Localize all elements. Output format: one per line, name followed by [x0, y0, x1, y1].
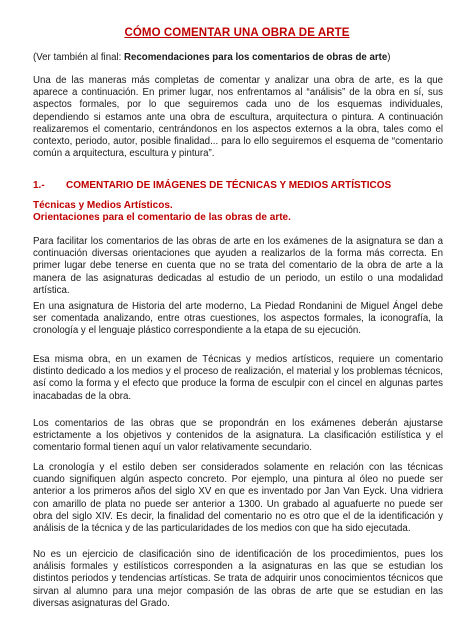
- reference-suffix: ): [387, 52, 391, 63]
- document-title: CÓMO COMENTAR UNA OBRA DE ARTE: [124, 27, 350, 39]
- body-paragraph: No es un ejercicio de clasificación sino de identificación de los procedimientos, pues los análisis formales y estilísticos corresponden a la asignaturas en las que se estudian los distintos periodos y tendencias artísticas. Se trata de adquirir unos conocimientos técnicos que sirvan al alumno para una mejor compasión de las obras de arte que se estudian en las diversas asignaturas del Grado.: [33, 549, 443, 609]
- reference-prefix: (Ver también al final:: [33, 52, 124, 63]
- body-paragraph: Los comentarios de las obras que se propondrán en los exámenes deberán ajustarse estrictamente a los objetivos y contenidos de la asignatura. La clasificación estilística y el comentario formal tienen aquí un valor relativamente secundario.: [33, 418, 443, 454]
- section-subtitle-2: Orientaciones para el comentario de las obras de arte.: [33, 212, 291, 223]
- body-paragraph: La cronología y el estilo deben ser considerados solamente en relación con las técnicas cuando signifiquen algún aspecto concreto. Por ejemplo, una pintura al óleo no puede ser anterior a los primeros años del siglo XV en que es inventado por Jan Van Eyck. Una vidriera con amarillo de plata no puede ser anterior a 1300. Un grabado al aguafuerte no puede ser obra del siglo XIV. Es decir, la finalidad del comentario no es otro que el de la identificación y análisis de la técnica y de las particularidades de los medios con que ha sido ejecutada.: [33, 462, 443, 535]
- body-paragraph: Para facilitar los comentarios de las obras de arte en los exámenes de la asignatura se dan a continuación diversas orientaciones que ayuden a realizarlos de la forma más correcta. En primer lugar debe tenerse en cuenta que no se trata del comentario de la obra de arte a la manera de las asignaturas dedicadas al estudio de un periodo, un estilo o una modalidad artística.: [33, 236, 443, 296]
- section-title: COMENTARIO DE IMÁGENES DE TÉCNICAS Y MEDIOS ARTÍSTICOS: [66, 180, 392, 191]
- reference-note: [33, 52, 443, 64]
- section-subtitle-1: Técnicas y Medios Artísticos.: [33, 200, 173, 211]
- section-heading: [33, 180, 443, 191]
- reference-link-text: Recomendaciones para los comentarios de obras de arte: [124, 52, 388, 63]
- body-paragraph: En una asignatura de Historia del arte moderno, La Piedad Rondanini de Miguel Ángel debe ser comentada analizando, entre otras cuestiones, los aspectos formales, la iconografía, la cronología y el lenguaje plástico correspondiente a la etapa de su ejecución.: [33, 301, 443, 337]
- body-paragraph: Esa misma obra, en un examen de Técnicas y medios artísticos, requiere un comentario distinto dedicado a los medios y el proceso de realización, el material y los problemas técnicos, así como la forma y el efecto que produce la forma de esculpir con el cincel en algunas partes inacabadas de la obra.: [33, 354, 443, 402]
- section-number: 1.-: [33, 180, 45, 191]
- intro-paragraph: Una de las maneras más completas de comentar y analizar una obra de arte, es la que aparece a continuación. En primer lugar, nos enfrentamos al “análisis” de la obra en sí, sus aspectos formales, por lo que seguiremos cada uno de los esquemas individuales, dependiendo si estamos ante una obra de escultura, arquitectura o pintura. A continuación realizaremos el comentario, centrándonos en los aspectos externos a la obra, tales como el contexto, periodo, autor, posible finalidad... para lo ello seguiremos el esquema de “comentario común a arquitectura, escultura y pintura”.: [33, 75, 443, 160]
